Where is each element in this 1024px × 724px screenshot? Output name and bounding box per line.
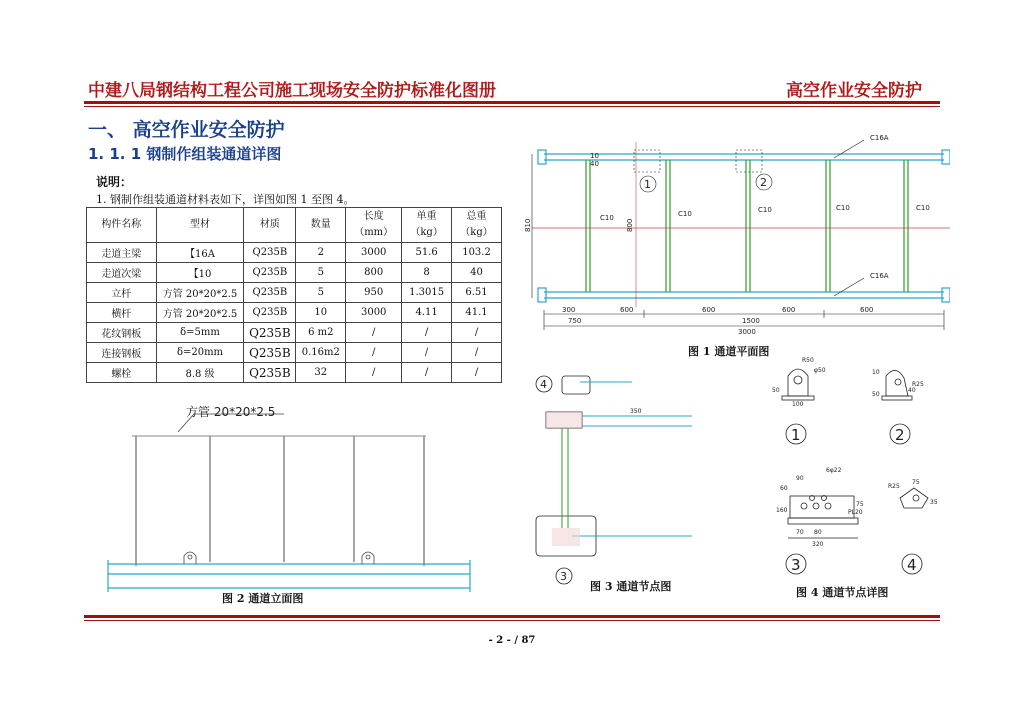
table-cell: δ=5mm: [156, 323, 244, 343]
table-row: [87, 303, 502, 323]
table-cell: 5: [296, 283, 346, 303]
fig1-plan-drawing: [524, 132, 950, 346]
table-cell: Q235B: [244, 323, 296, 343]
table-header-cell: 构件名称: [87, 208, 157, 243]
table-cell: 1.3015: [402, 283, 452, 303]
fig1-dim-600-b: 600: [702, 306, 716, 314]
table-cell: /: [452, 323, 502, 343]
table-cell: 横杆: [87, 303, 157, 323]
fig2-caption: 图 2 通道立面图: [222, 592, 304, 605]
table-cell: 950: [346, 283, 402, 303]
fig1-dim-40: 40: [590, 160, 599, 168]
table-cell: /: [402, 323, 452, 343]
fig1-dim-1500: 1500: [742, 317, 760, 325]
footer-rule: [84, 615, 940, 618]
table-cell: 3000: [346, 303, 402, 323]
table-cell: 立杆: [87, 283, 157, 303]
table-header-cell: 单重 （kg）: [402, 208, 452, 243]
fig4-dim-r25: R25: [912, 381, 924, 388]
fig1-label-c10-2: C10: [678, 210, 692, 218]
table-cell: /: [346, 363, 402, 383]
table-cell: Q235B: [244, 343, 296, 363]
fig4-dim-phi22: 6φ22: [826, 467, 842, 474]
fig4-dim-80: 80: [814, 529, 822, 536]
fig3-caption: 图 3 通道节点图: [590, 580, 672, 593]
table-cell: /: [452, 343, 502, 363]
table-cell: 花纹钢板: [87, 323, 157, 343]
table-cell: Q235B: [244, 363, 296, 383]
table-cell: 800: [346, 263, 402, 283]
fig1-marker-1: 1: [644, 178, 651, 191]
header-rule-thin: [84, 106, 940, 107]
table-cell: 6 m2: [296, 323, 346, 343]
table-cell: Q235B: [244, 263, 296, 283]
section-title: 一、 高空作业安全防护: [88, 119, 285, 141]
table-cell: 3000: [346, 243, 402, 263]
table-cell: 【16A: [156, 243, 244, 263]
table-cell: Q235B: [244, 303, 296, 323]
fig2-tube-label: 方管 20*20*2.5: [186, 405, 276, 419]
table-cell: 32: [296, 363, 346, 383]
header-title: 中建八局钢结构工程公司施工现场安全防护标准化图册: [88, 81, 496, 101]
material-table: [86, 207, 502, 383]
table-cell: 5: [296, 263, 346, 283]
note-label: 说明：: [96, 175, 133, 189]
fig4-dim-75b: 75: [912, 479, 920, 486]
table-cell: 2: [296, 243, 346, 263]
fig4-dim-10: 10: [872, 369, 880, 376]
table-cell: 0.16m2: [296, 343, 346, 363]
table-cell: Q235B: [244, 243, 296, 263]
table-row: [87, 243, 502, 263]
fig1-dim-10: 10: [590, 152, 599, 160]
fig1-marker-2: 2: [760, 176, 767, 189]
fig3-node-drawing: [532, 368, 702, 588]
fig1-label-c10-3: C10: [758, 206, 772, 214]
table-header-row: [87, 208, 502, 243]
fig4-marker-1: 1: [791, 426, 801, 444]
table-header-cell: 型材: [156, 208, 244, 243]
table-cell: δ=20mm: [156, 343, 244, 363]
fig4-marker-4: 4: [907, 556, 917, 574]
fig1-label-c10-4: C10: [836, 204, 850, 212]
table-cell: 41.1: [452, 303, 502, 323]
fig1-dim-800: 800: [626, 218, 634, 232]
table-cell: 【10: [156, 263, 244, 283]
table-cell: /: [346, 323, 402, 343]
table-cell: 走道主梁: [87, 243, 157, 263]
footer-rule-thin: [84, 620, 940, 621]
page-number: - 2 - / 87: [488, 635, 536, 646]
table-cell: /: [402, 343, 452, 363]
fig1-dim-600-c: 600: [782, 306, 796, 314]
table-cell: 6.51: [452, 283, 502, 303]
table-header-cell: 长度 （mm）: [346, 208, 402, 243]
fig4-dim-75: 75: [856, 501, 864, 508]
header-rule: [84, 101, 940, 104]
fig4-dim-r25b: R25: [888, 483, 900, 490]
fig4-dim-50: 50: [772, 387, 780, 394]
fig4-dim-60: 60: [780, 485, 788, 492]
fig4-dim-70: 70: [796, 529, 804, 536]
fig1-label-c10-1: C10: [600, 214, 614, 222]
fig4-dim-r50: R50: [802, 357, 814, 364]
table-cell: 40: [452, 263, 502, 283]
fig4-dim-35: 35: [930, 499, 938, 506]
fig1-dim-600-a: 600: [620, 306, 634, 314]
fig3-dim-350: 350: [630, 408, 642, 415]
table-cell: 8.8 级: [156, 363, 244, 383]
fig4-caption: 图 4 通道节点详图: [796, 586, 889, 599]
fig4-dim-160: 160: [776, 507, 788, 514]
fig1-dim-300: 300: [562, 306, 576, 314]
fig1-caption: 图 1 通道平面图: [688, 345, 770, 358]
fig2-elevation-drawing: [104, 396, 490, 592]
subsection-title: 1. 1. 1 钢制作组装通道详图: [88, 145, 282, 163]
table-cell: 10: [296, 303, 346, 323]
fig4-dim-phi50: φ50: [814, 367, 826, 374]
table-cell: 连接钢板: [87, 343, 157, 363]
table-cell: /: [402, 363, 452, 383]
table-row: [87, 363, 502, 383]
note-text: 1. 钢制作组装通道材料表如下，详图如图 1 至图 4。: [96, 193, 355, 206]
table-cell: /: [346, 343, 402, 363]
fig4-dim-320: 320: [812, 541, 824, 548]
fig1-dim-810: 810: [524, 218, 532, 232]
fig4-dim-100: 100: [792, 401, 804, 408]
table-header-cell: 数量: [296, 208, 346, 243]
table-cell: 方管 20*20*2.5: [156, 283, 244, 303]
fig4-dim-40: 40: [908, 387, 916, 394]
table-cell: 4.11: [402, 303, 452, 323]
table-row: [87, 283, 502, 303]
fig4-marker-3: 3: [791, 556, 801, 574]
fig1-label-c16a-bottom: C16A: [870, 272, 889, 280]
table-row: [87, 263, 502, 283]
table-cell: 走道次梁: [87, 263, 157, 283]
fig1-dim-750: 750: [568, 317, 582, 325]
table-cell: 螺栓: [87, 363, 157, 383]
fig4-detail-drawing: [752, 348, 948, 582]
fig3-marker-3: 3: [560, 570, 567, 583]
fig4-dim-90: 90: [796, 475, 804, 482]
header-section-title: 高空作业安全防护: [786, 81, 922, 101]
fig1-dim-3000: 3000: [738, 328, 756, 336]
table-cell: 103.2: [452, 243, 502, 263]
table-header-cell: 总重 （kg）: [452, 208, 502, 243]
table-cell: /: [452, 363, 502, 383]
fig4-pl: PL20: [848, 509, 863, 516]
table-row: [87, 323, 502, 343]
fig1-label-c16a-top: C16A: [870, 134, 889, 142]
fig4-dim-50b: 50: [872, 391, 880, 398]
table-header-cell: 材质: [244, 208, 296, 243]
table-cell: 方管 20*20*2.5: [156, 303, 244, 323]
table-cell: Q235B: [244, 283, 296, 303]
table-cell: 8: [402, 263, 452, 283]
fig1-label-c10-5: C10: [916, 204, 930, 212]
table-row: [87, 343, 502, 363]
fig4-marker-2: 2: [895, 426, 905, 444]
table-cell: 51.6: [402, 243, 452, 263]
fig1-dim-600-d: 600: [860, 306, 874, 314]
fig3-marker-4: 4: [540, 378, 547, 391]
